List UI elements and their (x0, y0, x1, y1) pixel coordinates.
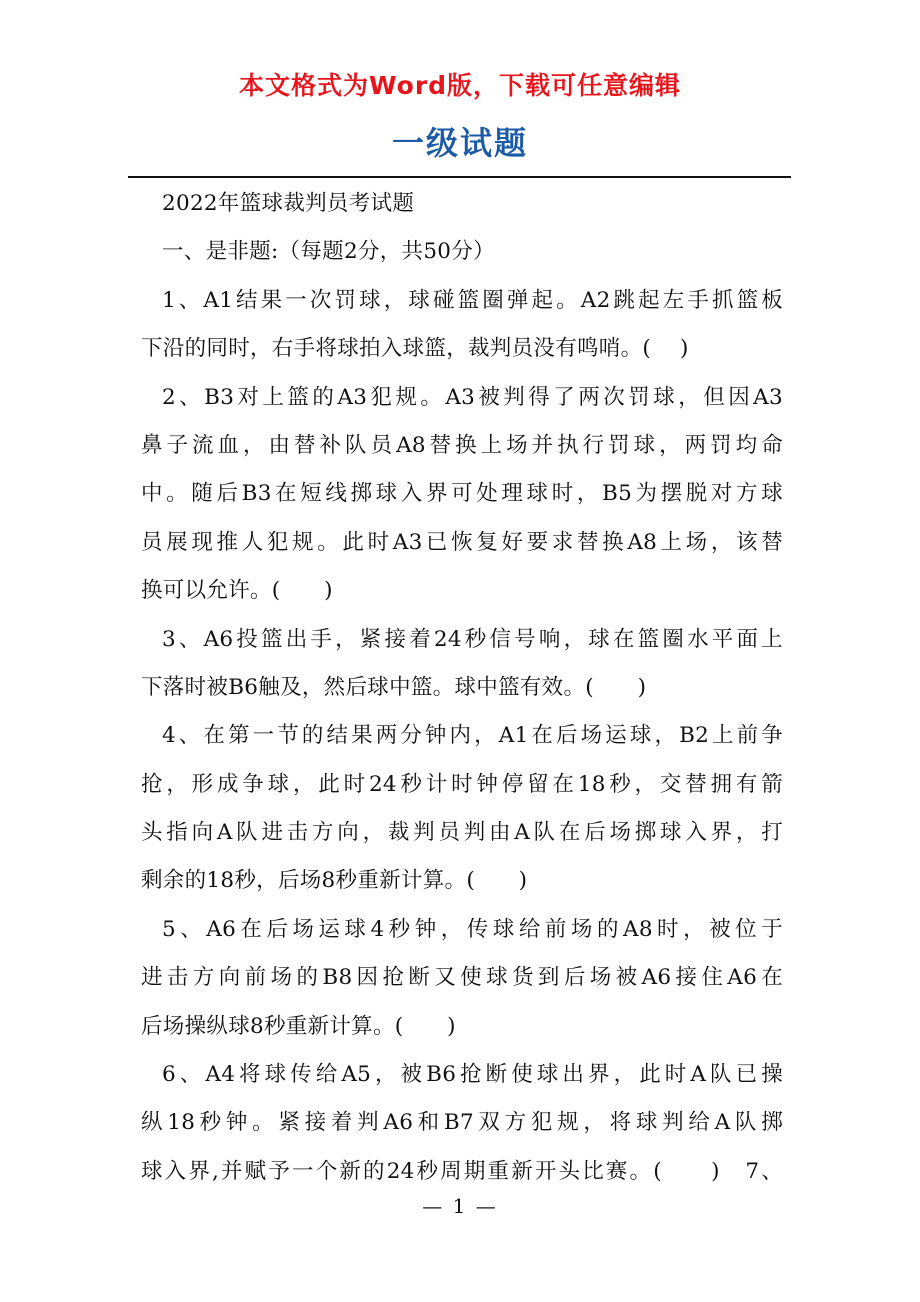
document-title: 一级试题 (391, 124, 528, 162)
text-line: 鼻子流血，由替补队员A8替换上场并执行罚球，两罚均命 (141, 432, 783, 458)
header-divider (128, 176, 791, 178)
text-line: 1、A1结果一次罚球，球碰篮圈弹起。A2跳起左手抓篮板 (162, 287, 783, 313)
text-line: 下落时被B6触及，然后球中篮。球中篮有效。( ) (141, 674, 647, 700)
text-line: 抢，形成争球，此时24秒计时钟停留在18秒，交替拥有箭 (141, 771, 783, 797)
text-line: 中。随后B3在短线掷球入界可处理球时，B5为摆脱对方球 (141, 481, 783, 507)
text-line: 剩余的18秒，后场8秒重新计算。( ) (141, 868, 528, 894)
text-line: 下沿的同时，右手将球拍入球篮，裁判员没有鸣哨。( ) (141, 336, 689, 362)
text-line: 4、在第一节的结果两分钟内，A1在后场运球，B2上前争 (162, 723, 783, 749)
format-banner: 本文格式为Word版，下载可任意编辑 (238, 71, 682, 100)
text-line: 纵18秒钟。紧接着判A6和B7双方犯规，将球判给A队掷 (141, 1110, 783, 1136)
text-line: 5、A6在后场运球4秒钟，传球给前场的A8时，被位于 (162, 916, 783, 942)
text-line: 后场操纵球8秒重新计算。( ) (141, 1013, 456, 1039)
text-line: 头指向A队进击方向，裁判员判由A队在后场掷球入界，打 (141, 820, 783, 846)
text-line: 2、B3对上篮的A3犯规。A3被判得了两次罚球，但因A3 (162, 384, 783, 410)
text-line: 一、是非题:（每题2分，共50分） (162, 239, 495, 265)
text-line: 2022年篮球裁判员考试题 (162, 191, 415, 216)
text-line: 员展现推人犯规。此时A3已恢复好要求替换A8上场，该替 (141, 529, 783, 555)
text-line: 进击方向前场的B8因抢断又使球货到后场被A6接住A6在 (141, 965, 783, 991)
text-line: 换可以允许。( ) (141, 578, 333, 604)
page-number: — 1 — (422, 1194, 498, 1218)
document-body (141, 180, 783, 1196)
text-line: 球入界,并赋予一个新的24秒周期重新开头比赛。( ) 7、 (141, 1158, 783, 1184)
text-line: 6、A4将球传给A5，被B6抢断使球出界，此时A队已操 (162, 1062, 783, 1088)
text-line: 3、A6投篮出手，紧接着24秒信号响，球在篮圈水平面上 (162, 626, 783, 652)
